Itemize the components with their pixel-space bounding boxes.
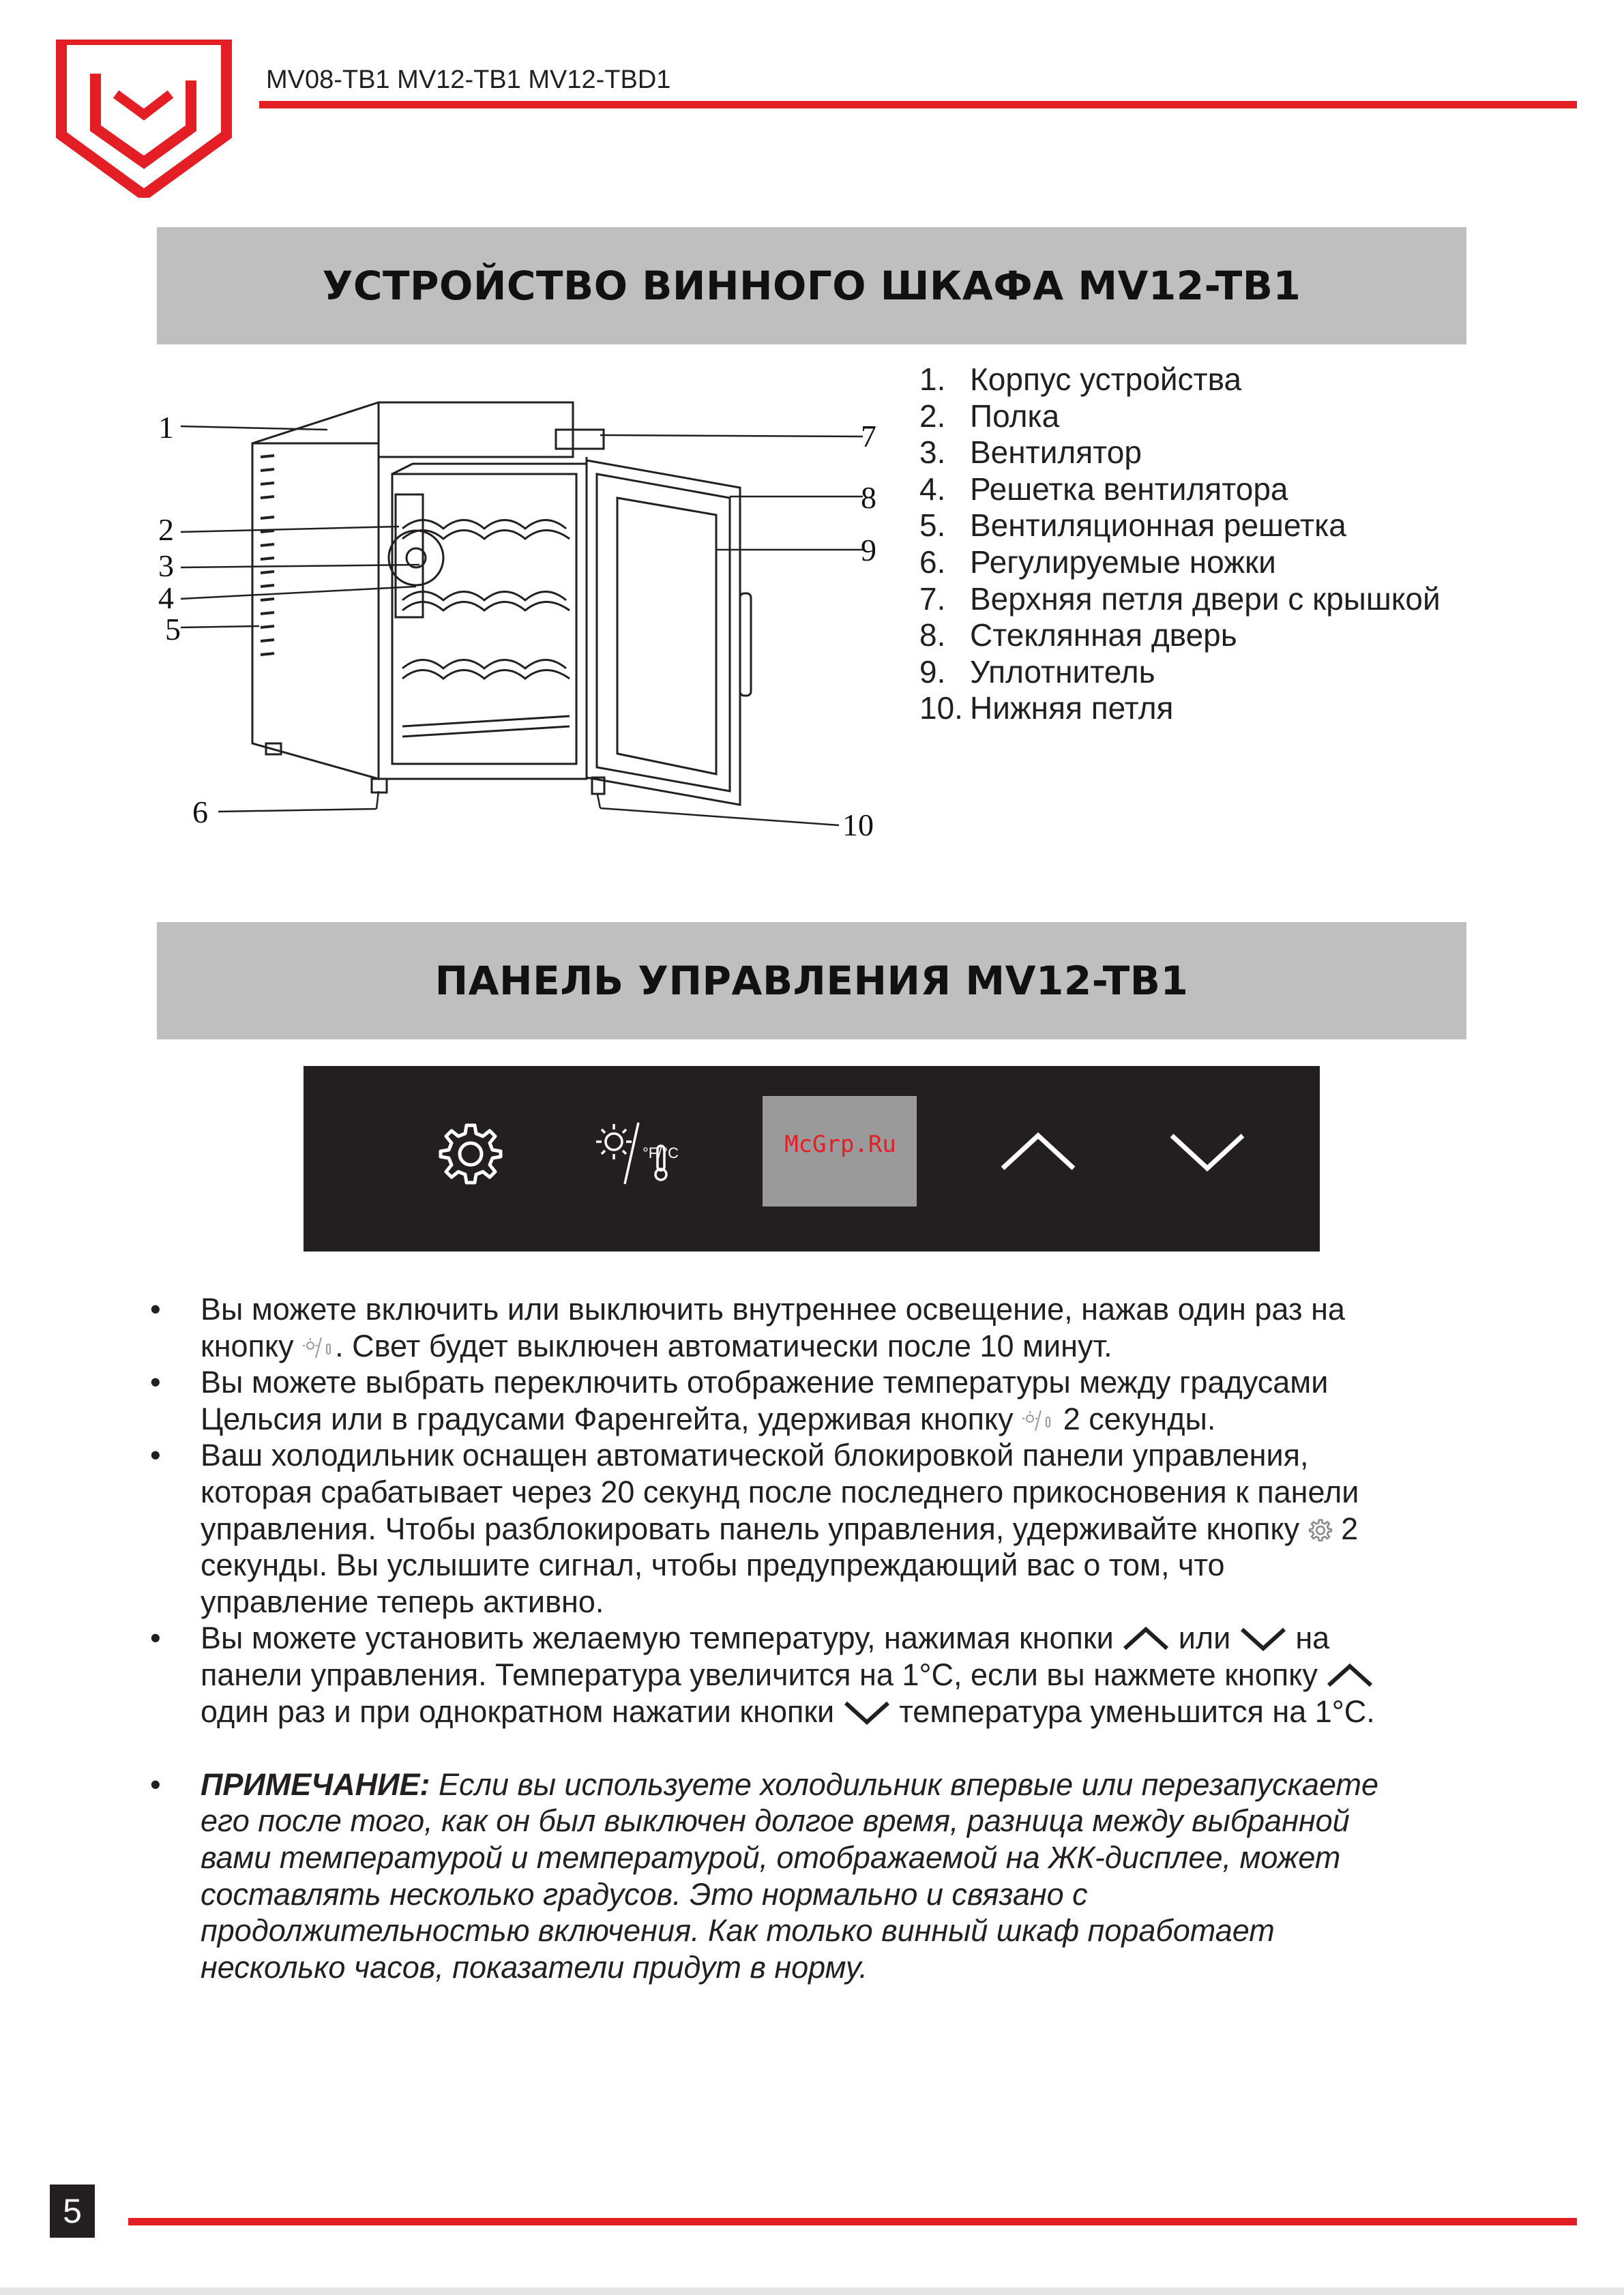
callout-1: 1 (158, 410, 174, 445)
note-label: ПРИМЕЧАНИЕ: (201, 1766, 430, 1802)
instruction-temperature: • Вы можете установить желаемую температуру, нажимая кнопки или на панели управления. Температура увеличится на 1°C, если вы нажмете кнопку один раз и при однократном нажатии кнопки температура уменьшится на 1°C. (150, 1620, 1375, 1729)
bullet: • (150, 1438, 161, 1473)
callout-7: 7 (861, 419, 876, 454)
page-bottom-edge (0, 2287, 1624, 2295)
bullet: • (150, 1620, 161, 1656)
model-header: MV08-TB1 MV12-TB1 MV12-TBD1 (266, 65, 671, 94)
callout-8: 8 (861, 480, 876, 515)
callout-3: 3 (158, 548, 174, 583)
instruction-units: • Вы можете выбрать переключить отображение температуры между градусами Цельсия или в градусами Фаренгейта, удерживая кнопку 2 секунды. (150, 1365, 1329, 1436)
callout-9: 9 (861, 533, 876, 567)
parts-list-item: 9. Уплотнитель (919, 653, 1155, 690)
footer-divider (128, 2218, 1577, 2225)
parts-list (919, 361, 1441, 727)
instruction-lock: • Ваш холодильник оснащен автоматической блокировкой панели управления, которая срабатывает через 20 секунд после последнего прикосновения к панели управления. Чтобы разблокировать панель управления, удерживайте кнопку 2 секунды. Вы услышите сигнал, чтобы предупреждающий вас о том, что управление теперь активно. (150, 1438, 1359, 1619)
instruction-note: • ПРИМЕЧАНИЕ: Если вы используете холодильник впервые или перезапускаете его после того, как он был выключен долгое время, разница между выбранной вами температурой и температурой, отображаемой на ЖК-дисплее, может составлять несколько градусов. Это нормально и связано с продолжительностью включения. Как только винный шкаф поработает несколько часов, показатели придут в норму. (150, 1766, 1378, 1985)
down-arrow-icon (1239, 1625, 1287, 1651)
section-title-control-panel (157, 922, 1466, 1039)
page-number: 5 (50, 2185, 95, 2238)
header-divider (259, 101, 1577, 108)
bullet: • (150, 1365, 161, 1400)
callout-10: 10 (842, 808, 874, 842)
bullet: • (150, 1292, 161, 1327)
parts-list-item: 2. Полка (919, 398, 1060, 434)
parts-list-item: 1. Корпус устройства (919, 361, 1242, 397)
light-unit-icon[interactable] (593, 1119, 689, 1187)
wine-cabinet-diagram (150, 382, 907, 846)
unit-label: °F/°C (643, 1144, 679, 1161)
instructions (150, 1291, 1514, 1985)
parts-list-item: 5. Вентиляционная решетка (919, 507, 1346, 544)
gear-icon[interactable] (437, 1119, 505, 1187)
section-title-control-panel-text: ПАНЕЛЬ УПРАВЛЕНИЯ MV12-TB1 (434, 958, 1189, 1004)
instruction-light: • Вы можете включить или выключить внутреннее освещение, нажав один раз на кнопку . Свет будет выключен автоматически после 10 минут. (150, 1292, 1345, 1363)
section-title-device (157, 227, 1466, 344)
callout-2: 2 (158, 512, 174, 547)
bullet: • (150, 1766, 161, 1802)
up-arrow-icon (1326, 1662, 1374, 1688)
down-arrow-icon[interactable] (1166, 1129, 1248, 1176)
parts-list-item: 8. Стеклянная дверь (919, 617, 1237, 653)
gear-icon (1308, 1517, 1333, 1542)
callout-6: 6 (192, 795, 208, 829)
callout-5: 5 (165, 612, 181, 647)
down-arrow-icon (843, 1699, 891, 1725)
brand-logo (55, 40, 233, 198)
parts-list-item: 10. Нижняя петля (919, 690, 1174, 726)
parts-list-item: 6. Регулируемые ножки (919, 544, 1276, 580)
parts-list-item: 7. Верхняя петля двери с крышкой (919, 580, 1441, 617)
light-unit-icon (302, 1336, 335, 1359)
up-arrow-icon (1122, 1625, 1170, 1651)
watermark: McGrp.Ru (784, 1131, 896, 1158)
callout-4: 4 (158, 580, 174, 615)
parts-list-item: 4. Решетка вентилятора (919, 471, 1288, 507)
parts-list-item: 3. Вентилятор (919, 434, 1142, 471)
light-unit-icon (1022, 1409, 1054, 1432)
section-title-device-text: УСТРОЙСТВО ВИННОГО ШКАФА MV12-TB1 (322, 263, 1301, 309)
up-arrow-icon[interactable] (997, 1129, 1079, 1176)
